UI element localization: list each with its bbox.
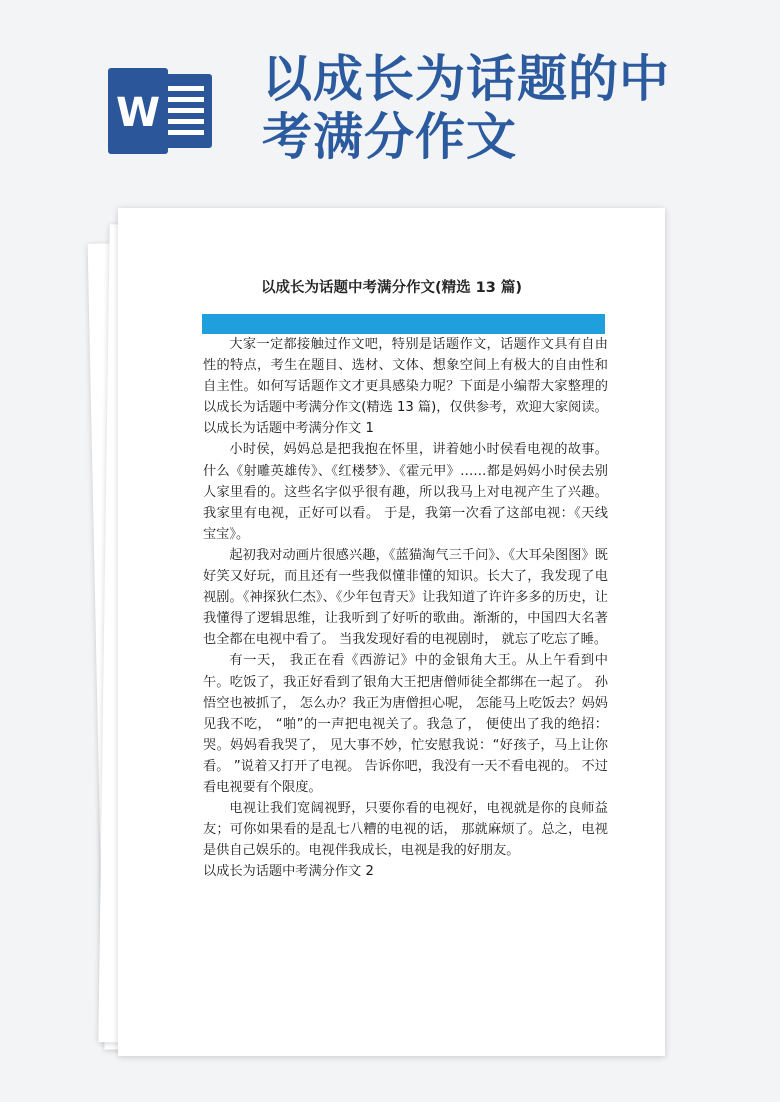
page-title (262, 50, 762, 166)
body-paragraph: 有一天， 我正在看《西游记》中的金银角大王。从上午看到中午。吃饭了，我正好看到了银角大王把唐僧师徒全都绑在一起了。 孙悟空也被抓了， 怎么办？我正为唐僧担心呢， 怎能马上吃饭去？妈妈见我不吃， “啪”的一声把电视关了。我急了， 便使出了我的绝招：哭。妈妈看我哭了， 见大事不妙，忙安慰我说：“好孩子，马上让你看。 ”说着又打开了电视。 告诉你吧，我没有一天不看电视的。 不过看电视要有个限度。 (203, 653, 608, 795)
page-title-line-1: 以成长为话题的中 (262, 49, 670, 108)
intro-paragraph: 大家一定都接触过作文吧，特别是话题作文，话题作文具有自由性的特点，考生在题目、选材、文体、想象空间上有极大的自由性和自主性。如何写话题作文才更具感染力呢？下面是小编帮大家整理的以成长为话题中考满分作文(精选 13 篇)，仅供参考，欢迎大家阅读。 (203, 337, 608, 416)
body-paragraph: 小时侯，妈妈总是把我抱在怀里，讲着她小时侯看电视的故事。什么《射雕英雄传》、《红楼梦》、《霍元甲》……都是妈妈小时侯去别人家里看的。这些名字似乎很有趣，所以我马上对电视产生了兴趣。我家里有电视，正好可以看。 于是，我第一次看了这部电视：《天线宝宝》。 (203, 442, 608, 542)
svg-text:W: W (115, 90, 161, 136)
document-heading: 以成长为话题中考满分作文(精选 13 篇) (260, 280, 523, 296)
body-paragraph: 电视让我们宽阔视野，只要你看的电视好，电视就是你的良师益友；可你如果看的是乱七八糟的电视的话， 那就麻烦了。总之，电视是供自己娱乐的。电视伴我成长，电视是我的好朋友。 (203, 801, 608, 859)
word-document-icon (108, 68, 218, 154)
accent-bar (202, 314, 605, 334)
body-paragraph: 起初我对动画片很感兴趣，《蓝猫淘气三千问》、《大耳朵图图》既好笑又好玩，而且还有一些我似懂非懂的知识。长大了，我发现了电视剧。《神探狄仁杰》、《少年包青天》让我知道了许许多多的历史，让我懂得了逻辑思维，让我听到了好听的歌曲。渐渐的，中国四大名著也全都在电视中看了。 当我发现好看的电视剧时， 就忘了吃忘了睡。 (203, 547, 608, 648)
page-title-line-2: 考满分作文 (262, 107, 517, 166)
document-page (118, 208, 665, 1056)
section-title: 以成长为话题中考满分作文 2 (203, 864, 374, 880)
section-title: 以成长为话题中考满分作文 1 (203, 421, 374, 437)
document-body (203, 334, 608, 882)
